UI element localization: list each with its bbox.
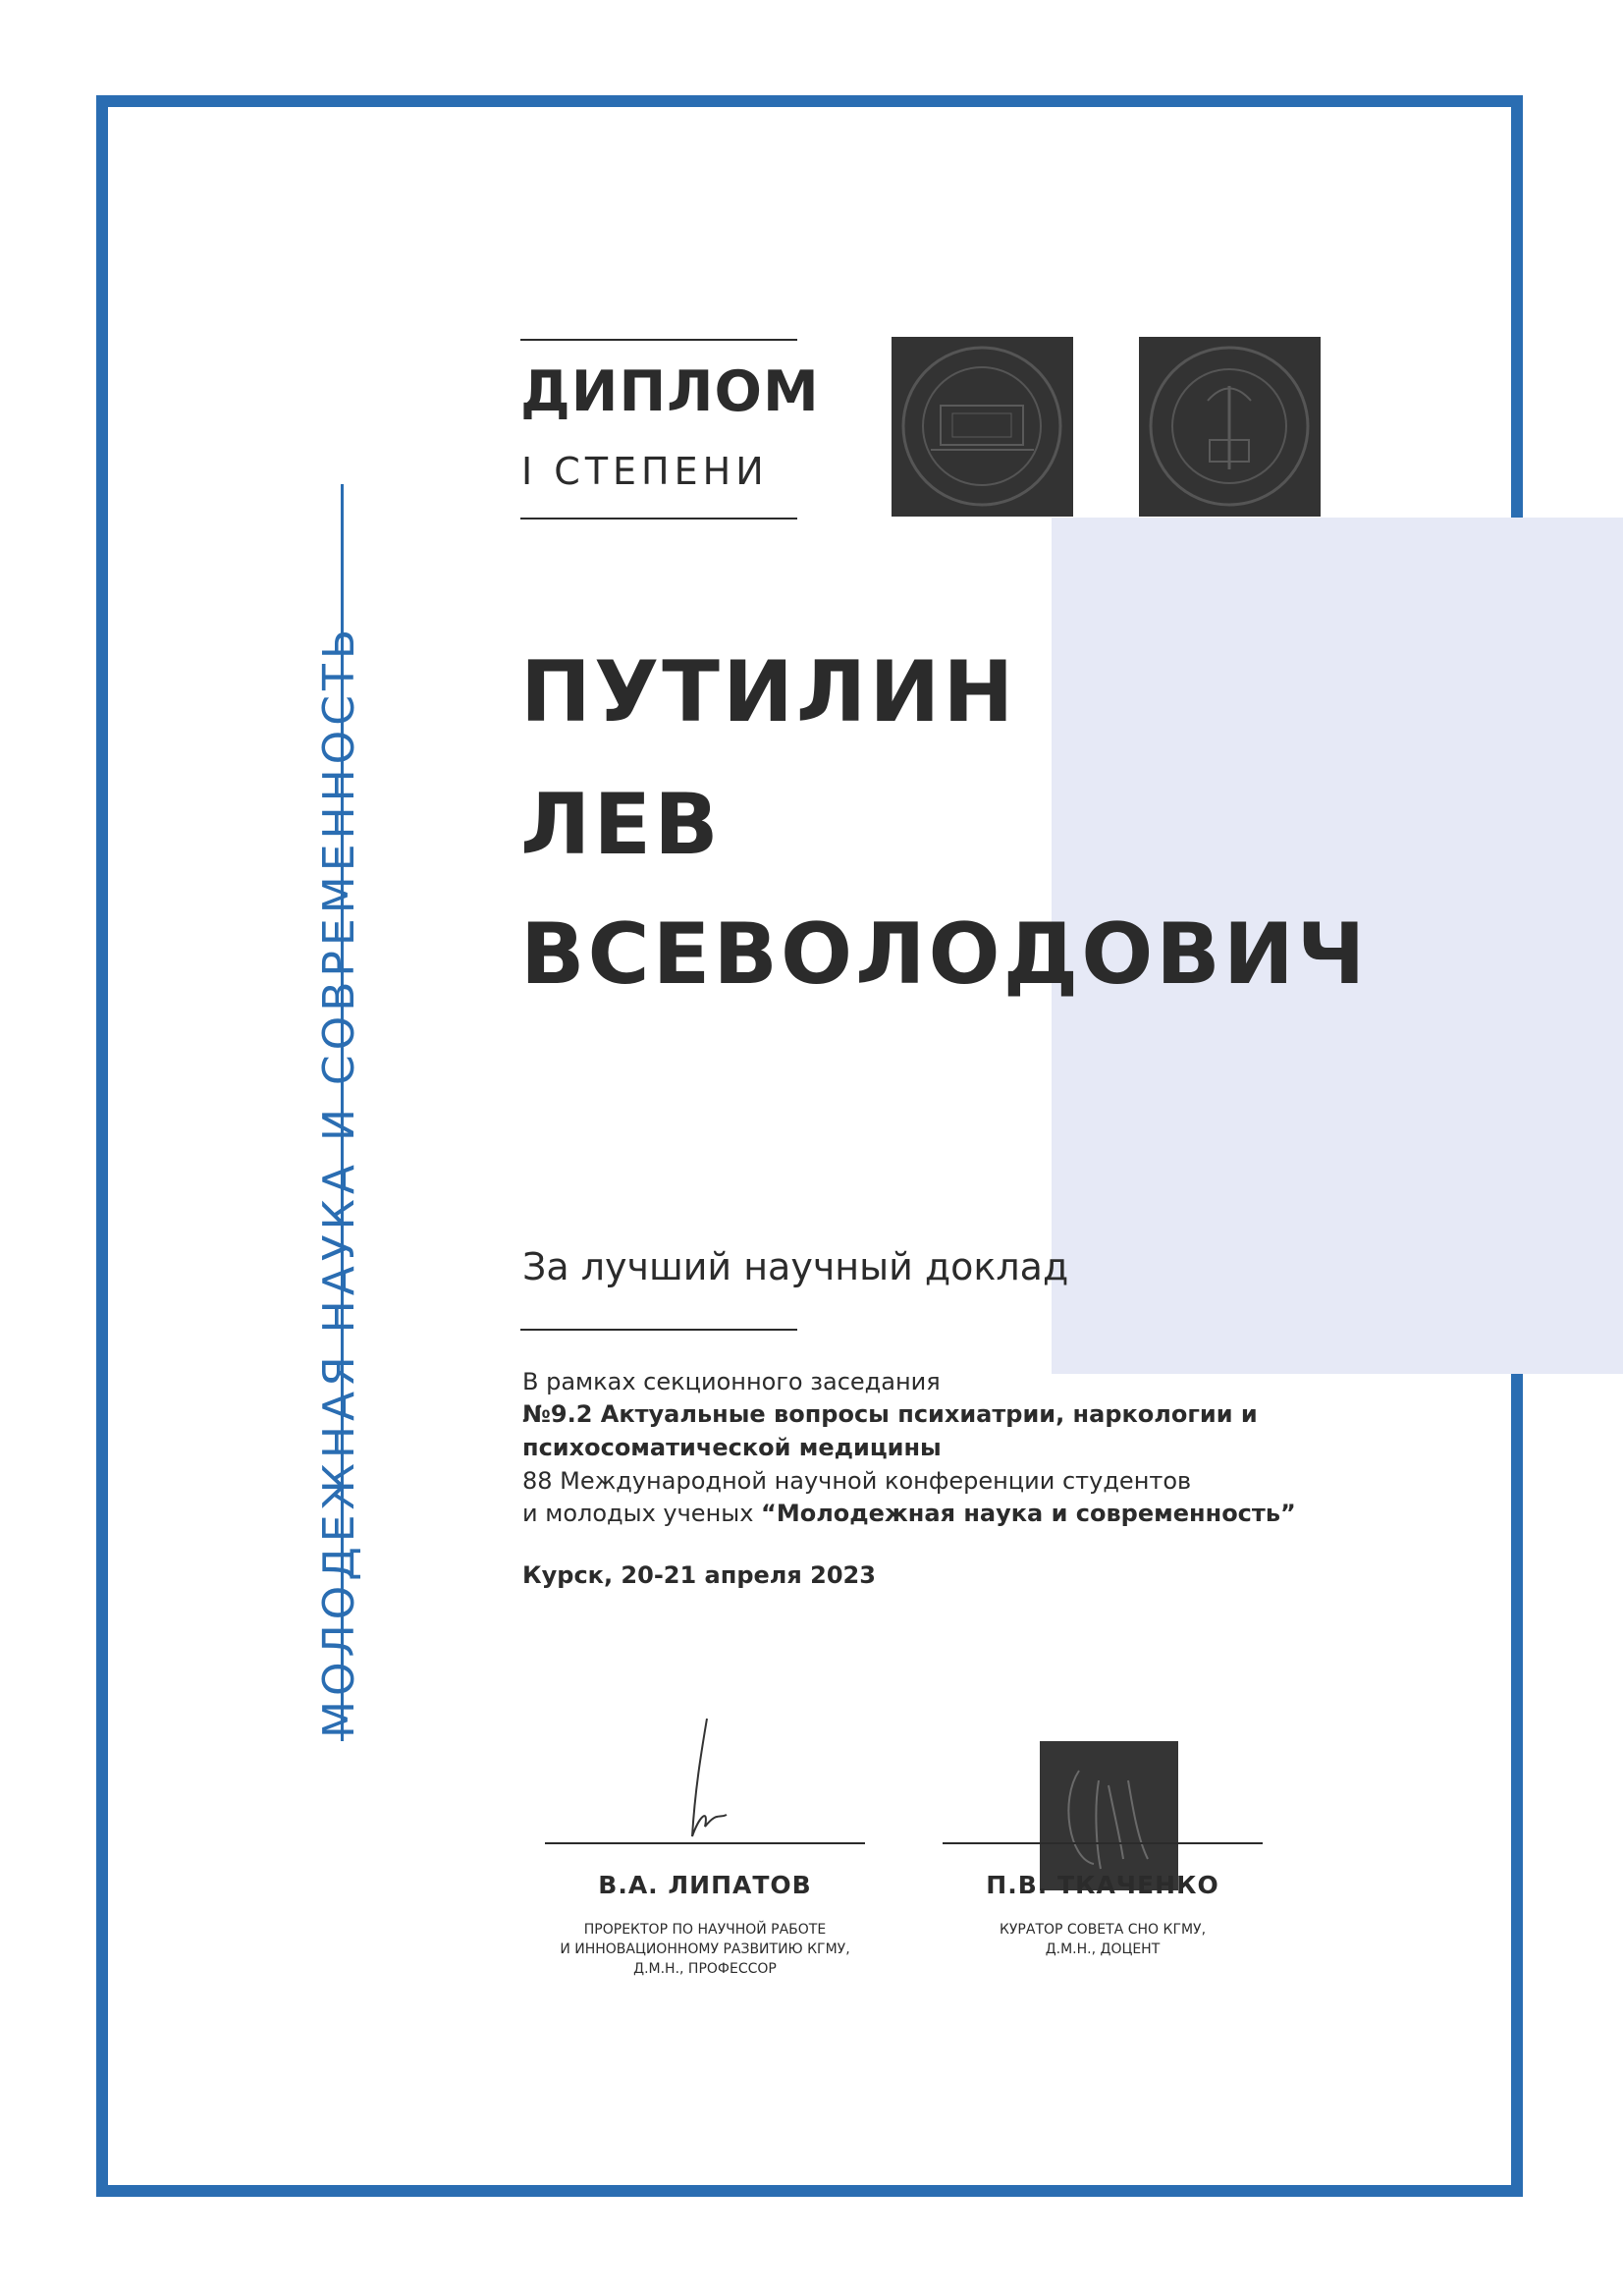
award-text: За лучший научный доклад bbox=[522, 1245, 1069, 1288]
signature-lipatov bbox=[648, 1709, 756, 1856]
student-society-seal bbox=[1139, 337, 1321, 517]
diploma-degree: I СТЕПЕНИ bbox=[521, 450, 769, 493]
signature-line-1 bbox=[545, 1842, 865, 1844]
signatory-2-name: П.В. ТКАЧЕНКО bbox=[986, 1871, 1219, 1899]
signatory-1-role bbox=[496, 1920, 914, 1979]
diploma-title: ДИПЛОМ bbox=[520, 359, 820, 424]
heading-bottom-rule bbox=[520, 518, 797, 519]
signatory-1-role-line: И ИННОВАЦИОННОМУ РАЗВИТИЮ КГМУ, bbox=[560, 1941, 850, 1957]
signatory-1-role-line: ПРОРЕКТОР ПО НАУЧНОЙ РАБОТЕ bbox=[583, 1922, 827, 1938]
signatory-2-role-line: КУРАТОР СОВЕТА СНО КГМУ, bbox=[999, 1922, 1207, 1938]
recipient-patronymic: ВСЕВОЛОДОВИЧ bbox=[520, 905, 1369, 1004]
place-date: Курск, 20-21 апреля 2023 bbox=[522, 1561, 876, 1589]
details-line-1: В рамках секционного заседания bbox=[522, 1368, 941, 1395]
signature-tkachenko bbox=[1040, 1741, 1178, 1890]
signatory-2-role-line: Д.М.Н., ДОЦЕНТ bbox=[1045, 1941, 1161, 1957]
conference-name: “Молодежная наука и современность” bbox=[761, 1500, 1296, 1527]
details-conference-name-line bbox=[522, 1500, 1296, 1527]
details-section-title: №9.2 Актуальные вопросы психиатрии, наркологии и bbox=[522, 1400, 1258, 1428]
heading-top-rule bbox=[520, 339, 797, 341]
details-section-title-cont: психосоматической медицины bbox=[522, 1434, 942, 1461]
award-rule bbox=[520, 1329, 797, 1331]
vertical-caption: МОЛОДЕЖНАЯ НАУКА И СОВРЕМЕННОСТЬ bbox=[314, 624, 364, 1738]
signatory-1-name: В.А. ЛИПАТОВ bbox=[598, 1871, 812, 1899]
university-seal bbox=[892, 337, 1073, 517]
details-conference-line: 88 Международной научной конференции студентов bbox=[522, 1467, 1192, 1495]
recipient-first-name: ЛЕВ bbox=[520, 776, 722, 874]
signature-line-2 bbox=[943, 1842, 1263, 1844]
signatory-2-role bbox=[943, 1920, 1263, 1959]
recipient-last-name: ПУТИЛИН bbox=[520, 643, 1017, 741]
signatory-1-role-line: Д.М.Н., ПРОФЕССОР bbox=[633, 1961, 777, 1977]
details-line-5-plain: и молодых ученых bbox=[522, 1500, 762, 1527]
